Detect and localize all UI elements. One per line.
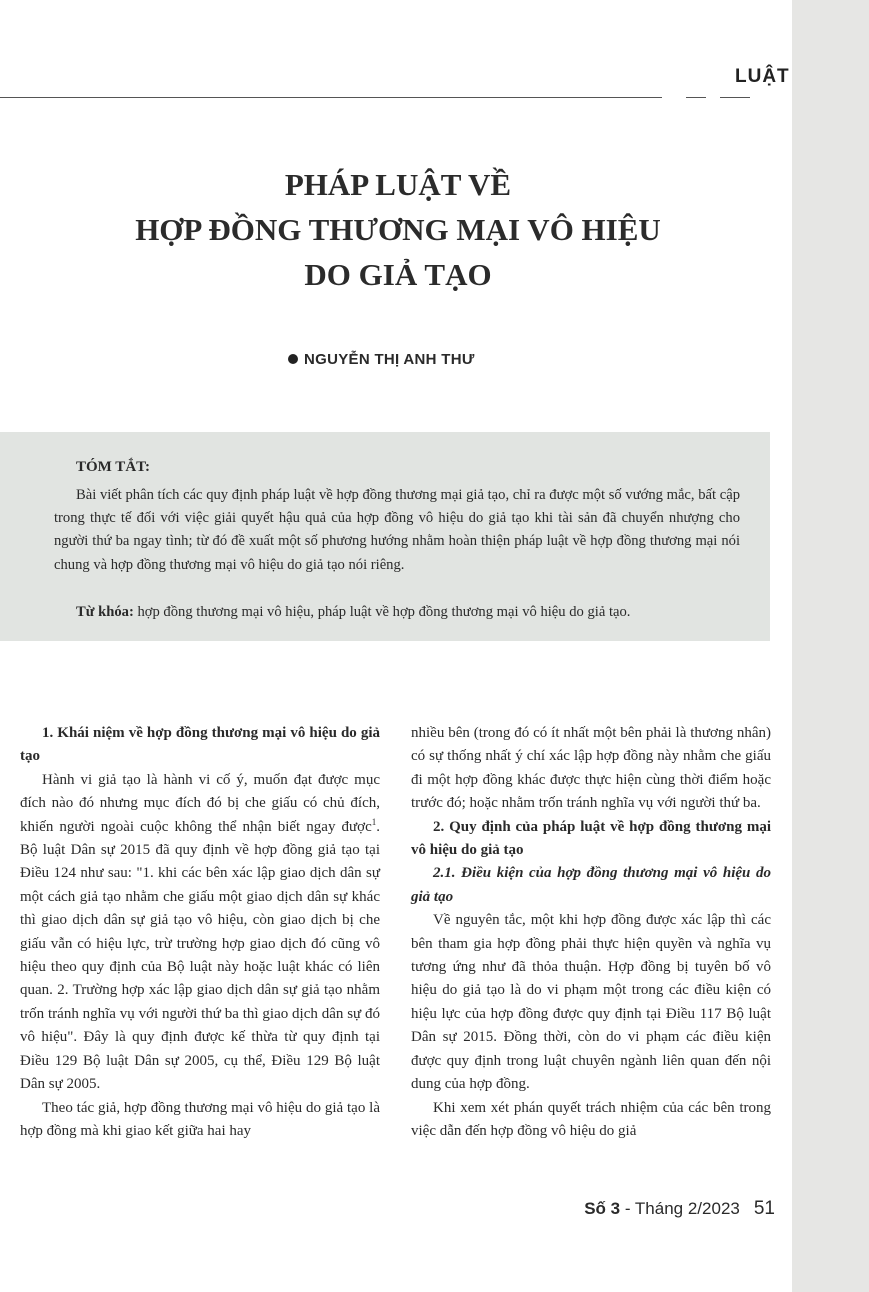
issue-label: Số 3 [584,1199,621,1218]
section-heading: 2. Quy định của pháp luật về hợp đồng thương mại vô hiệu do giả tạo [411,818,771,859]
subsection-heading: 2.1. Điều kiện của hợp đồng thương mại vô hiệu do giả tạo [411,865,771,905]
keywords [54,601,740,624]
issue-date: - Tháng 2/2023 [620,1199,740,1218]
header-dash [720,97,750,98]
paragraph: nhiều bên (trong đó có ít nhất một bên phải là thương nhân) có sự thống nhất ý chí xác lập hợp đồng này nhằm che giấu đi một hợp đồng khác được thực hiện cùng thời điểm hoặc trước đó; hoặc nhằm trốn tránh nghĩa vụ với người thứ ba. [411,725,771,812]
title-line: DO GIẢ TẠO [304,257,492,292]
header-dash [686,97,706,98]
title-line: PHÁP LUẬT VỀ [284,167,512,202]
page-number: 51 [753,1198,775,1219]
keywords-label: Từ khóa: [76,604,134,620]
page-footer [555,1198,775,1220]
author-line [288,351,608,368]
paragraph-text: Hành vi giả tạo là hành vi cố ý, muốn đạt được mục đích nào đó nhưng mục đích đó bị che giấu có chủ đích, khiến người ngoài cuộc không thể nhận biết ngay được [20,771,380,835]
header-rule [0,97,662,98]
keywords-text: hợp đồng thương mại vô hiệu, pháp luật về hợp đồng thương mại vô hiệu do giả tạo. [133,604,631,620]
paragraph [20,769,380,1097]
abstract-body: Bài viết phân tích các quy định pháp luật về hợp đồng thương mại giả tạo, chỉ ra được một số vướng mắc, bất cập trong thực tế đối với việc giải quyết hậu quả của hợp đồng vô hiệu do giả tạo khi tài sản đã chuyển nhượng cho người thứ ba ngay tình; từ đó đề xuất một số phương hướng nhằm hoàn thiện pháp luật về hợp đồng thương mại nói chung và hợp đồng thương mại vô hiệu do giả tạo nói riêng. [54,487,740,573]
section-label: LUẬT [735,66,790,87]
bullet-icon [288,354,298,364]
paragraph: Theo tác giả, hợp đồng thương mại vô hiệu do giả tạo là hợp đồng mà khi giao kết giữa hai hay [20,1099,380,1139]
footnote-ref[interactable]: 1 [371,816,377,827]
paragraph-text: . Bộ luật Dân sự 2015 đã quy định về hợp đồng giả tạo tại Điều 124 như sau: "1. khi các bên xác lập giao dịch dân sự một cách giả tạo nhằm che giấu một giao dịch dân sự khác thì giao dịch dân sự giả tạo vô hiệu, còn giao dịch bị che giấu vẫn có hiệu lực, trừ trường hợp giao dịch đó cũng vô hiệu theo quy định của Bộ luật này hoặc luật khác có liên quan. 2. Trường hợp xác lập giao dịch dân sự giả tạo nhằm trốn tránh nghĩa vụ với người thứ ba thì giao dịch dân sự đó vô hiệu". Đây là quy định được kế thừa từ quy định tại Điều 129 Bộ luật Dân sự 2005, cụ thể, Điều 129 Bộ luật Dân sự 2005. [20,818,380,1093]
page-edge-strip [792,0,869,1292]
paragraph: Về nguyên tắc, một khi hợp đồng được xác lập thì các bên tham gia hợp đồng phải thực hiện quyền và nghĩa vụ tương ứng như đã thỏa thuận. Hợp đồng bị tuyên bố vô hiệu do giả tạo là do vi phạm một trong các điều kiện có hiệu lực của hợp đồng được quy định tại Điều 117 Bộ luật Dân sự 2015. Đồng thời, còn do vi phạm các điều kiện được quy định trong luật chuyên ngành liên quan đến nội dung của hợp đồng. [411,912,771,1093]
article-title [60,162,736,297]
section-heading: 1. Khái niệm về hợp đồng thương mại vô hiệu do giả tạo [20,725,380,765]
left-column [20,722,380,1143]
right-column [411,722,771,1143]
title-line: HỢP ĐỒNG THƯƠNG MẠI VÔ HIỆU [135,212,661,247]
abstract-heading: TÓM TẮT: [76,459,151,475]
author-name: NGUYỄN THỊ ANH THƯ [304,351,475,368]
paragraph: Khi xem xét phán quyết trách nhiệm của các bên trong việc dẫn đến hợp đồng vô hiệu do giả [411,1099,771,1139]
